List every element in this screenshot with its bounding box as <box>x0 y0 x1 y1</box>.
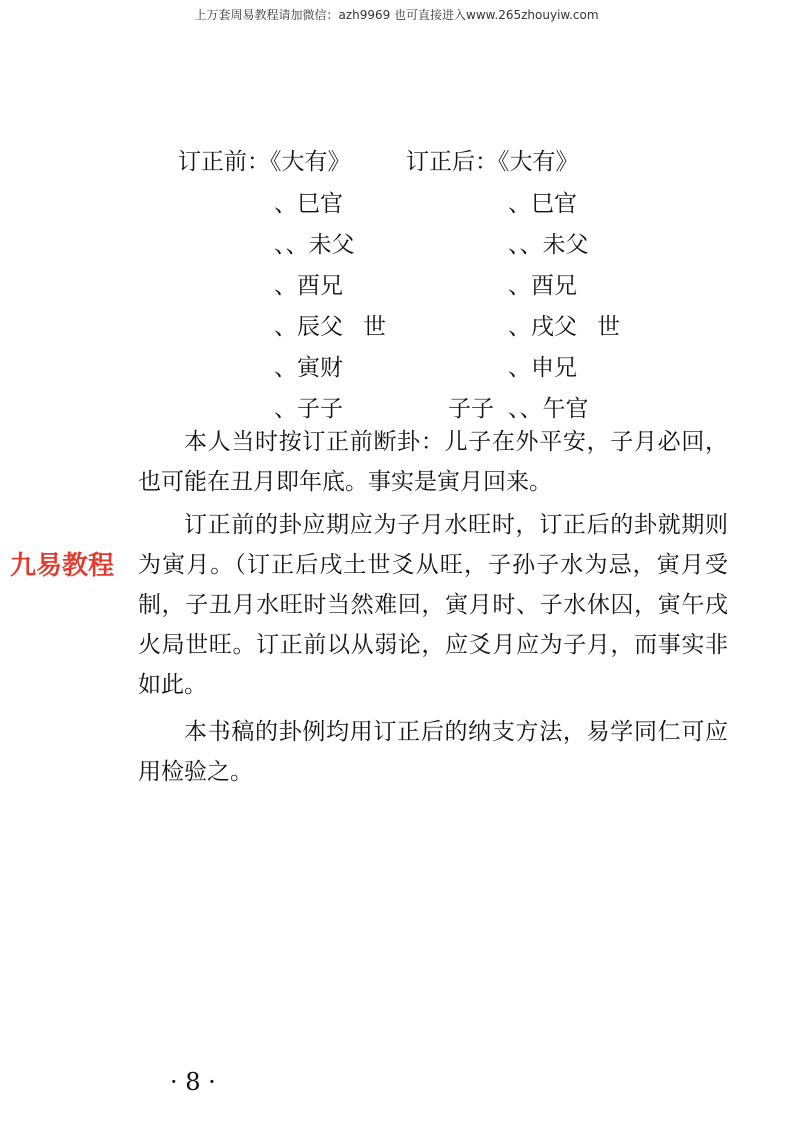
paragraph-3: 本书稿的卦例均用订正后的纳支方法，易学同仁可应用检验之。 <box>138 719 728 785</box>
shi-mark-before: 世 <box>363 314 386 340</box>
page-number: · 8 · <box>170 1068 216 1096</box>
after-line: 、酉兄 <box>508 273 577 299</box>
after-line: 、申兄 <box>508 355 577 381</box>
watermark-logo: 九易教程 <box>6 545 118 582</box>
title-before: 订正前：《大有》 <box>178 149 351 175</box>
after-line: 、戌父 世 <box>508 314 620 340</box>
before-line: 、辰父 世 <box>274 314 386 340</box>
before-line: 、子子 <box>274 396 343 422</box>
paragraph-2: 订正前的卦应期应为子月水旺时，订正后的卦就期则为寅月。（订正后戌土世爻从旺，子孙子水为忌，寅月受制，子丑月水旺时当然难回，寅月时、子水休囚，寅午戌火局世旺。订正前以从弱论，应爻月应为子月，而事实非如此。 <box>138 512 728 698</box>
middle-note: 子子 <box>448 396 494 422</box>
title-after: 订正后：《大有》 <box>406 149 579 175</box>
before-line: 、巳官 <box>274 191 343 217</box>
after-line: 、、午官 <box>508 396 589 422</box>
after-line: 、巳官 <box>508 191 577 217</box>
before-line: 、寅财 <box>274 355 343 381</box>
before-line: 、、未父 <box>274 232 355 258</box>
before-line: 、酉兄 <box>274 273 343 299</box>
paragraph-1: 本人当时按订正前断卦：儿子在外平安，子月必回，也可能在丑月即年底。事实是寅月回来。 <box>138 429 728 495</box>
after-line: 、、未父 <box>508 232 589 258</box>
header-banner: 上万套周易教程请加微信：azh9969 也可直接进入www.265zhouyiw.com <box>194 8 599 22</box>
shi-mark-after: 世 <box>597 314 620 340</box>
